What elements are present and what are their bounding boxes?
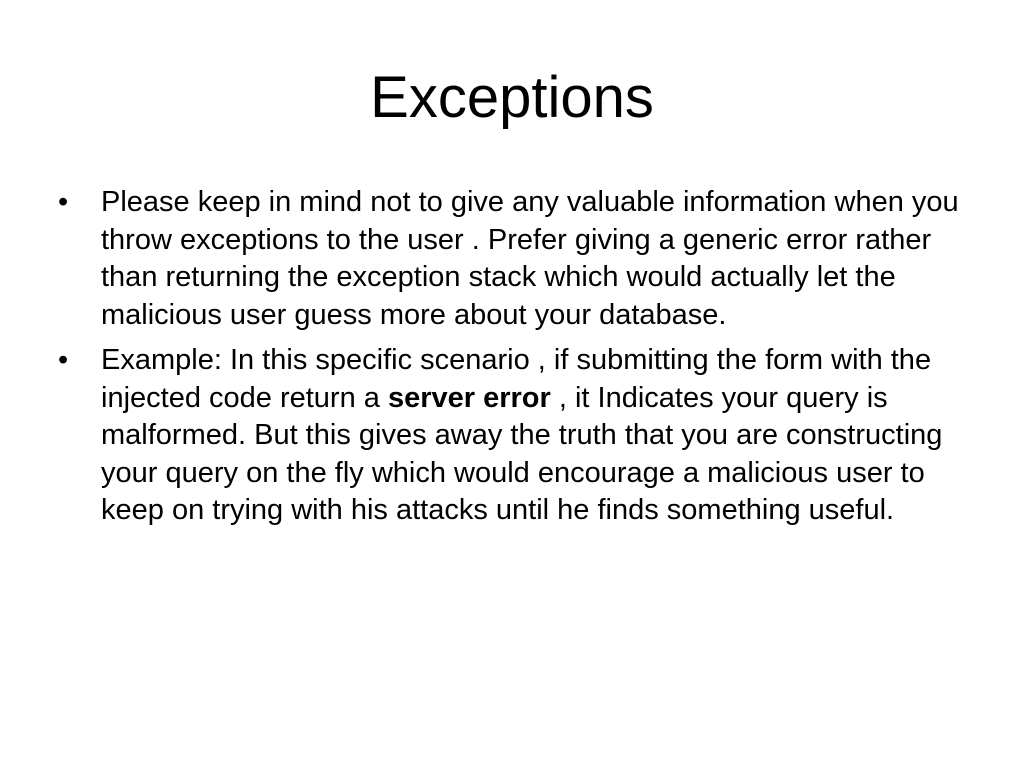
slide-title: Exceptions <box>370 65 654 130</box>
bullet-text-after: , it Indicates your query is malformed. But this gives away the truth that you are constructing your query on the fly which would encourage a malicious user to keep on trying with his attacks until he finds something useful. <box>101 381 943 526</box>
bullet-item <box>58 342 970 530</box>
bullet-text-bold: server error <box>387 381 551 414</box>
bullet-list <box>58 184 970 538</box>
bullet-marker-icon: • <box>58 344 69 376</box>
bullet-marker-icon: • <box>58 186 69 218</box>
bullet-text: Please keep in mind not to give any valuable information when you throw exceptions to the user . Prefer giving a generic error rather than returning the exception stack which would actually let the malicious user guess more about your database. <box>101 186 959 331</box>
bullet-item <box>58 184 970 334</box>
bullet-text-before: Example: In this specific scenario , if submitting the form with the injected code return a <box>101 344 932 414</box>
